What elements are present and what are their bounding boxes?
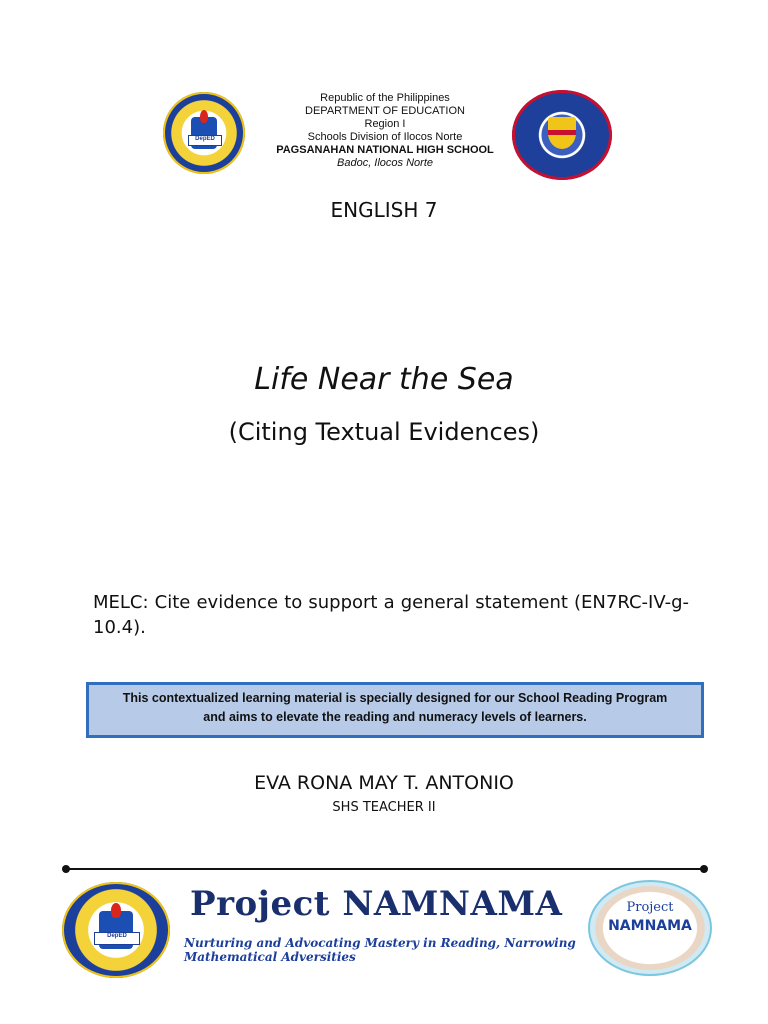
divider-dot-right — [700, 865, 708, 873]
program-note-line2: and aims to elevate the reading and numeracy levels of learners. — [203, 710, 587, 724]
module-subtitle: (Citing Textual Evidences) — [228, 418, 540, 446]
program-note-line1: This contextualized learning material is specially designed for our School Reading Program — [122, 691, 668, 705]
project-namnama-badge-icon — [588, 880, 712, 976]
pnhs-seal-icon — [62, 882, 170, 978]
divider-dot-left — [62, 865, 70, 873]
author-position: SHS TEACHER II — [332, 800, 436, 815]
badge-line2: NAMNAMA — [608, 918, 692, 934]
project-title: Project NAMNAMA — [190, 884, 563, 924]
letterhead-line-school: PAGSANAHAN NATIONAL HIGH SCHOOL — [276, 144, 494, 156]
module-title: Life Near the Sea — [254, 362, 514, 397]
seal-ribbon-label: DepED — [188, 135, 223, 147]
letterhead-line-division: Schools Division of Ilocos Norte — [307, 131, 463, 143]
letterhead — [270, 92, 500, 170]
program-note-box — [86, 682, 704, 738]
author-name: EVA RONA MAY T. ANTONIO — [254, 772, 514, 794]
footer-divider — [66, 868, 704, 870]
letterhead-line-department: DEPARTMENT OF EDUCATION — [305, 105, 465, 117]
melc-statement: MELC: Cite evidence to support a general statement (EN7RC-IV-g-10.4). — [93, 592, 689, 638]
letterhead-line-address: Badoc, Ilocos Norte — [337, 157, 433, 169]
subject-heading: ENGLISH 7 — [330, 198, 438, 222]
deped-seal-icon — [512, 90, 612, 180]
letterhead-line-region: Region I — [364, 118, 406, 130]
seal-ribbon-label: DepED — [94, 932, 139, 946]
pnhs-seal-icon — [163, 92, 245, 174]
project-tagline: Nurturing and Advocating Mastery in Reading, Narrowing Mathematical Adversities — [184, 936, 576, 964]
letterhead-line-republic: Republic of the Philippines — [320, 92, 450, 104]
badge-line1: Project — [626, 900, 674, 915]
